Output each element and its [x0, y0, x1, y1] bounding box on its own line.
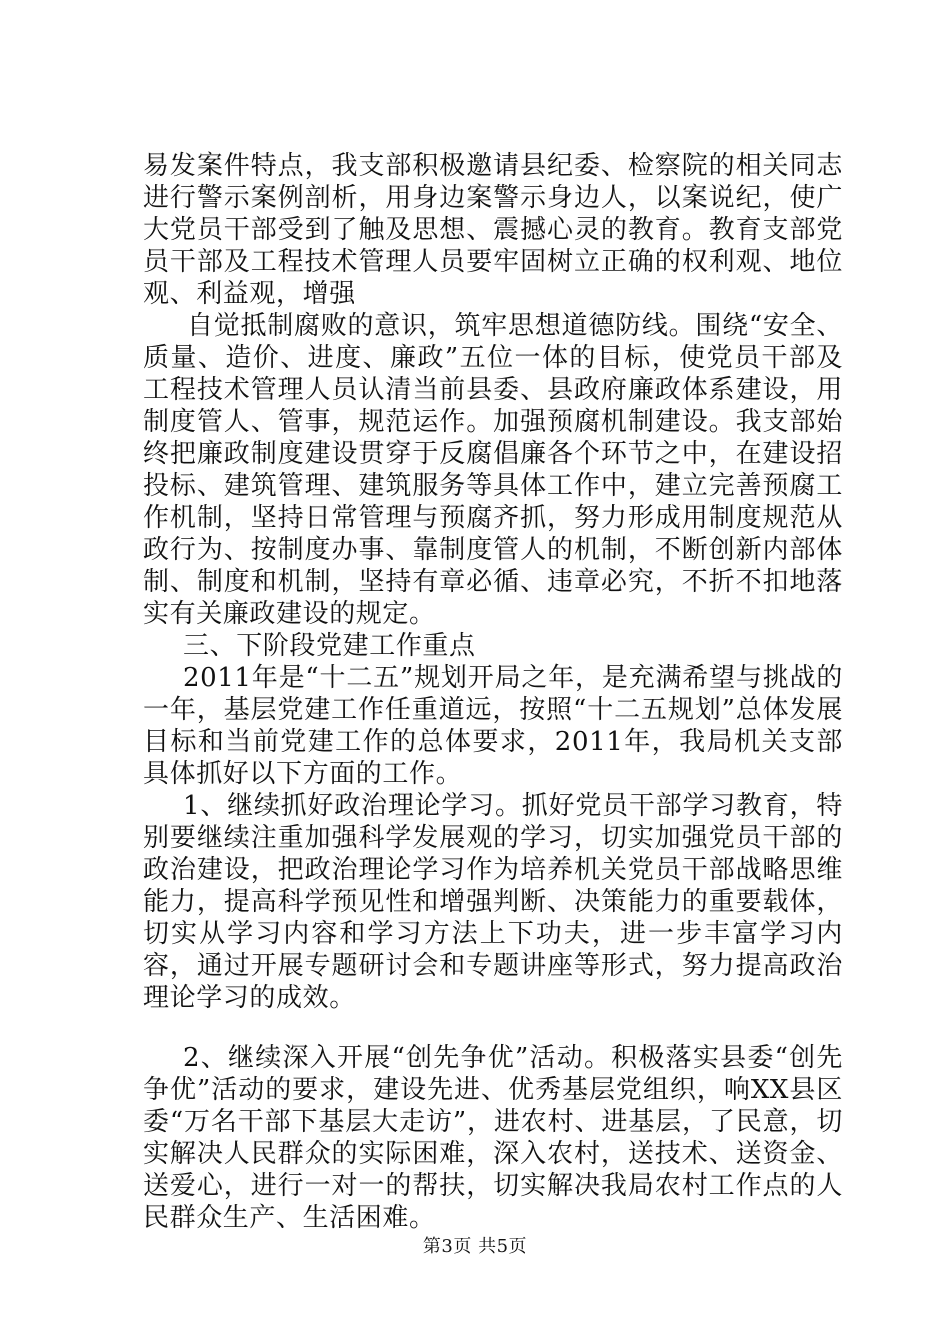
paragraph-warning-education: 易发案件特点，我支部积极邀请县纪委、检察院的相关同志进行警示案例剖析，用身边案警示身边人，以案说纪，使广大党员干部受到了触及思想、震撼心灵的教育。教育支部党员干部及工程技术管理人员要牢固树立正确的权利观、地位观、利益观，增强 [143, 151, 843, 309]
paragraph-anti-corruption: 自觉抵制腐败的意识，筑牢思想道德防线。围绕“安全、质量、造价、进度、廉政”五位一体的目标，使党员干部及工程技术管理人员认清当前县委、县政府廉政体系建设，用制度管人、管事，规范运作。加强预腐机制建设。我支部始终把廉政制度建设贯穿于反腐倡廉各个环节之中，在建设招投标、建筑管理、建筑服务等具体工作中，建立完善预腐工作机制，坚持日常管理与预腐齐抓，努力形成用制度规范从政行为、按制度办事、靠制度管人的机制，不断创新内部体制、制度和机制，坚持有章必循、违章必究，不折不扣地落实有关廉政建设的规定。 [143, 311, 843, 629]
page-number: 第3页 共5页 [422, 1236, 528, 1257]
paragraph-theory-study: 1、继续抓好政治理论学习。抓好党员干部学习教育，特别要继续注重加强科学发展观的学习，切实加强党员干部的政治建设，把政治理论学习作为培养机关党员干部战略思维能力，提高科学预见性和增强判断、决策能力的重要载体，切实从学习内容和学习方法上下功夫，进一步丰富学习内容，通过开展专题研讨会和专题讲座等形式，努力提高政治理论学习的成效。 [143, 791, 843, 1013]
document-body [143, 150, 843, 1234]
paragraph-excellence-activity: 2、继续深入开展“创先争优”活动。积极落实县委“创先争优”活动的要求，建设先进、优秀基层党组织，响XX县区委“万名干部下基层大走访”，进农村、进基层，了民意，切实解决人民群众的实际困难，深入农村，送技术、送资金、送爱心，进行一对一的帮扶，切实解决我局农村工作点的人民群众生产、生活困难。 [143, 1043, 843, 1233]
page-footer [0, 1236, 950, 1258]
paragraph-2011-overview: 2011年是“十二五”规划开局之年，是充满希望与挑战的一年，基层党建工作任重道远，按照“十二五规划”总体发展目标和当前党建工作的总体要求，2011年，我局机关支部具体抓好以下方面的工作。 [143, 663, 843, 789]
section-heading-next-stage: 三、下阶段党建工作重点 [183, 631, 476, 661]
